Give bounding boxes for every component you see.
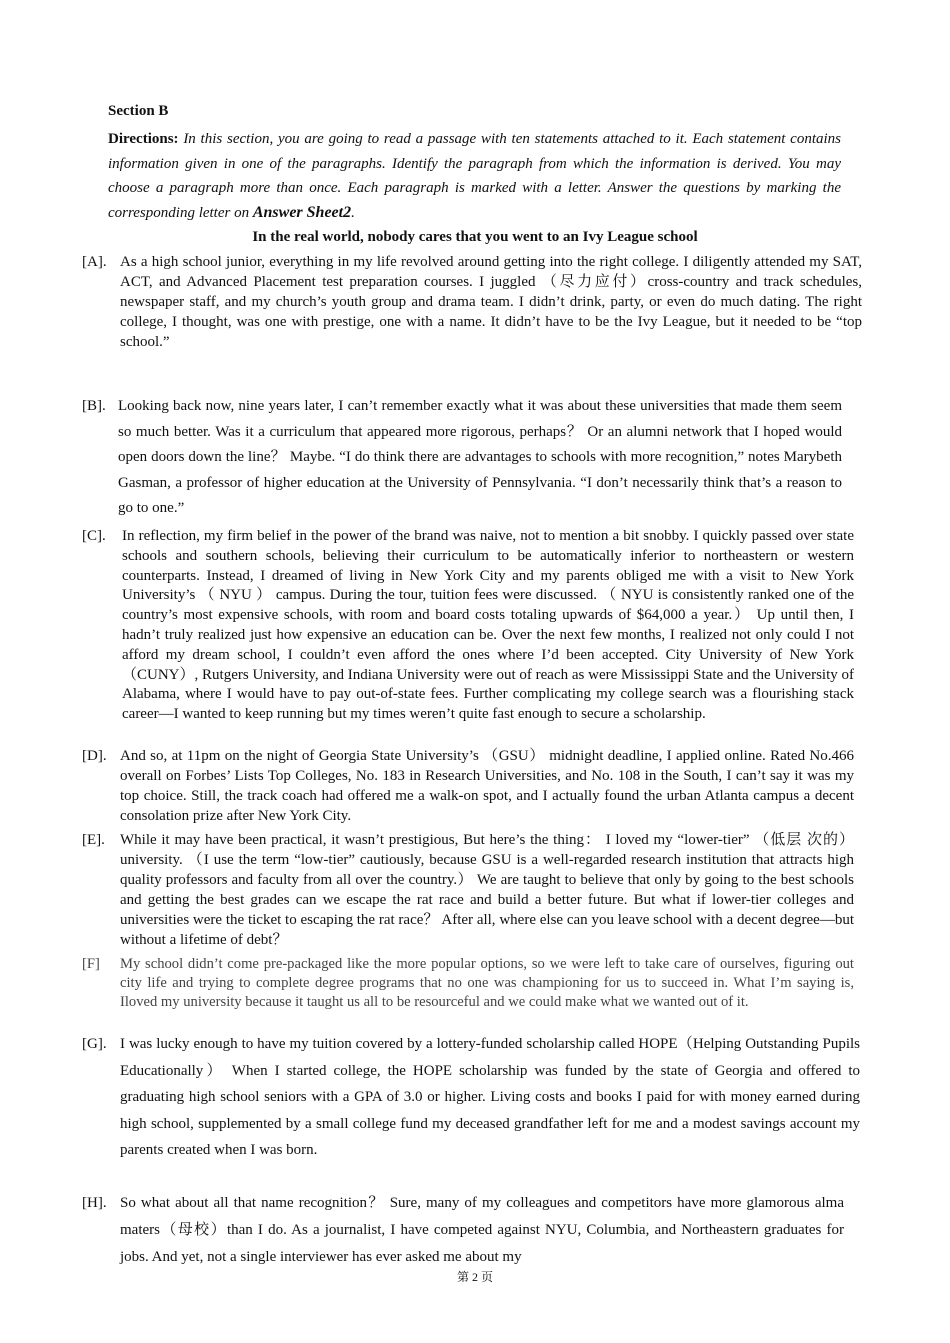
paragraph-label: [C]. xyxy=(82,528,106,544)
paragraph-text: Looking back now, nine years later, I can’t remember exactly what it was about these universities that made them seem so much better. Was it a curriculum that appeared more rigorous, perhaps？ Or an alumni network that I hoped would open doors down the line？ Maybe. “I do think there are advantages to schools with more recognition,” notes Marybeth Gasman, a professor of higher education at the University of Pennsylvania. “I don’t necessarily think that’s a reason to go to one.” xyxy=(118,398,842,516)
directions-end: . xyxy=(351,204,355,221)
paragraph-text: And so, at 11pm on the night of Georgia State University’s （GSU） midnight deadline, I applied online. Rated No.466 overall on Forbes’ Lists Top Colleges, No. 183 in Research Universities, and No. 108 in the South, I can’t say it was my top choice. Still, the track coach had offered me a walk-on spot, and I actually found the urban Atlanta campus a decent consolation prize after New York City. xyxy=(120,748,854,824)
directions xyxy=(108,127,841,225)
paragraph-label: [G]. xyxy=(82,1036,107,1052)
paragraph-text: So what about all that name recognition？ Sure, many of my colleagues and competitors have more glamorous alma maters（母校）than I do. As a journalist, I have competed against NYU, Columbia, and Northeastern graduates for jobs. And yet, not a single interviewer has ever asked me about my xyxy=(120,1195,844,1265)
paragraph-b xyxy=(82,394,842,522)
paragraph-label: [H]. xyxy=(82,1195,107,1211)
passage-title: In the real world, nobody cares that you went to an Ivy League school xyxy=(252,229,698,245)
paragraph-text: I was lucky enough to have my tuition covered by a lottery-funded scholarship called HOPE（Helping Outstanding Pupils Educationally） When I started college, the HOPE scholarship was funded by the state of Georgia and offered to graduating high school seniors with a GPA of 3.0 or higher. Living costs and books I paid for with money earned during high school, supplemented by a small college fund my deceased grandfather left for me and a modest savings account my parents created when I was born. xyxy=(120,1036,860,1158)
paragraph-a xyxy=(82,252,862,352)
paragraph-label: [B]. xyxy=(82,398,106,414)
paragraph-f xyxy=(82,955,854,1011)
directions-label: Directions: xyxy=(108,131,179,147)
paragraph-label: [D]. xyxy=(82,748,107,764)
directions-text: In this section, you are going to read a passage with ten statements attached to it. Each statement contains information given in one of the paragraphs. Identify the paragraph from which the information is derived. You may choose a paragraph more than once. Each paragraph is marked with a letter. Answer the questions by marking the corresponding letter on xyxy=(108,131,842,221)
paragraph-d xyxy=(82,746,854,826)
paragraph-text: As a high school junior, everything in my life revolved around getting into the right college. I diligently attended my SAT, ACT, and Advanced Placement test preparation courses. I juggled （尽力应付）cross-country and track schedules, newspaper staff, and my church’s youth group and drama team. I didn’t drink, party, or even do much dating. The right college, I thought, was one with prestige, one with a name. It didn’t have to be the Ivy League, but it needed to be “top school.” xyxy=(120,254,862,350)
paragraph-text: In reflection, my firm belief in the power of the brand was naive, not to mention a bit snobby. I quickly passed over state schools and southern schools, believing their curriculum to be automatically inferior to northeastern or western counterparts. Instead, I dreamed of living in New York City and my parents obliged me with a visit to New York University’s （ NYU ） campus. During the tour, tuition fees were discussed. （ NYU is consistently ranked one of the country’s most expensive schools, with room and board costs totaling upwards of $64,000 a year.） Up until then, I hadn’t truly realized just how expensive an education can be. Over the next few months, I realized not only could I not afford my dream school, I couldn’t even afford the ones where I’d been accepted. City University of New York （CUNY）, Rutgers University, and Indiana University were out of reach as were Mississippi State and the University of Alabama, where I would have to pay out-of-state fees. Further complicating my college search was a flourishing stack career—I wanted to keep running but my times weren’t quite fast enough to secure a scholarship. xyxy=(122,528,854,723)
paragraph-text: While it may have been practical, it wasn’t prestigious, But here’s the thing： I loved my “lower-tier” （低层 次的） university. （I use the term “low-tier” cautiously, because GSU is a well-regarded research institution that attracts high quality professors and faculty from all over the country.） We are taught to believe that only by going to the best schools and getting the best grades can we escape the rat race and build a better future. But what if lower-tier colleges and universities were the ticket to escaping the rat race？ After all, where else can you leave school with a decent degree—but without a lifetime of debt？ xyxy=(120,832,854,948)
paragraph-label: [A]. xyxy=(82,254,107,270)
section-title: Section B xyxy=(108,103,169,119)
paragraph-g xyxy=(82,1031,860,1164)
paragraph-h xyxy=(82,1190,844,1271)
paragraph-c xyxy=(82,527,854,725)
paragraph-e xyxy=(82,830,854,950)
page-number: 第 2 页 xyxy=(456,1270,493,1284)
paragraph-label: [F] xyxy=(82,956,100,972)
paragraph-label: [E]. xyxy=(82,832,105,848)
paragraph-text: My school didn’t come pre-packaged like the more popular options, so we were left to take care of ourselves, figuring out city life and trying to complete degree programs that no one was championing for us to succeed in. What I’m saying is, Iloved my university because it taught us all to be resourceful and we could make what we wanted out of it. xyxy=(120,956,854,1010)
answer-sheet-label: Answer Sheet2 xyxy=(252,203,352,221)
